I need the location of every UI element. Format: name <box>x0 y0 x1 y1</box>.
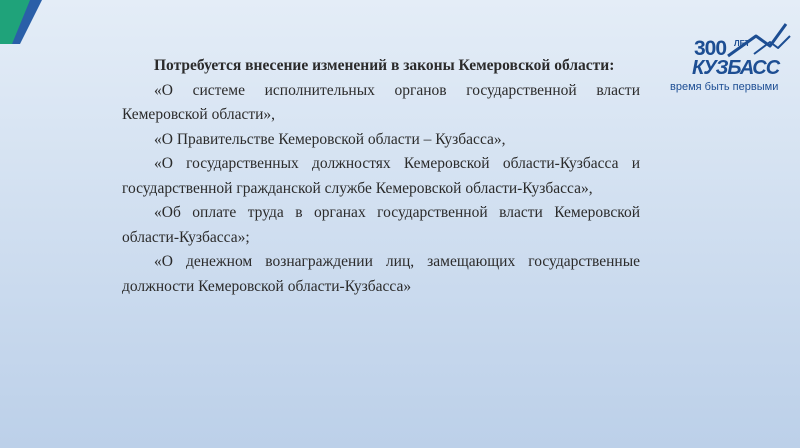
logo-tagline: время быть первыми <box>670 81 779 93</box>
corner-decoration <box>0 0 42 44</box>
law-item-civil-service: «О государственных должностях Кемеровской области-Кузбасса и государственной гражданской службе Кемеровской области-Кузбасса», <box>122 155 640 197</box>
logo-years-label: ЛЕТ <box>734 39 750 48</box>
law-item-monetary-reward: «О денежном вознаграждении лиц, замещающих государственные должности Кемеровской области-Кузбасса» <box>122 253 640 295</box>
logo-number: 300 <box>694 37 727 60</box>
slide-heading: Потребуется внесение изменений в законы Кемеровской области: <box>154 57 615 74</box>
law-item-government: «О Правительстве Кемеровской области – Кузбасса», <box>154 130 506 148</box>
logo-name: КУЗБАСС <box>692 57 780 79</box>
kuzbass-300-logo <box>666 18 792 98</box>
slide-content <box>122 54 640 299</box>
law-item-executive-bodies: «О системе исполнительных органов государственной власти Кемеровской области», <box>122 81 640 123</box>
law-item-remuneration: «Об оплате труда в органах государственной власти Кемеровской области-Кузбасса»; <box>122 204 640 246</box>
